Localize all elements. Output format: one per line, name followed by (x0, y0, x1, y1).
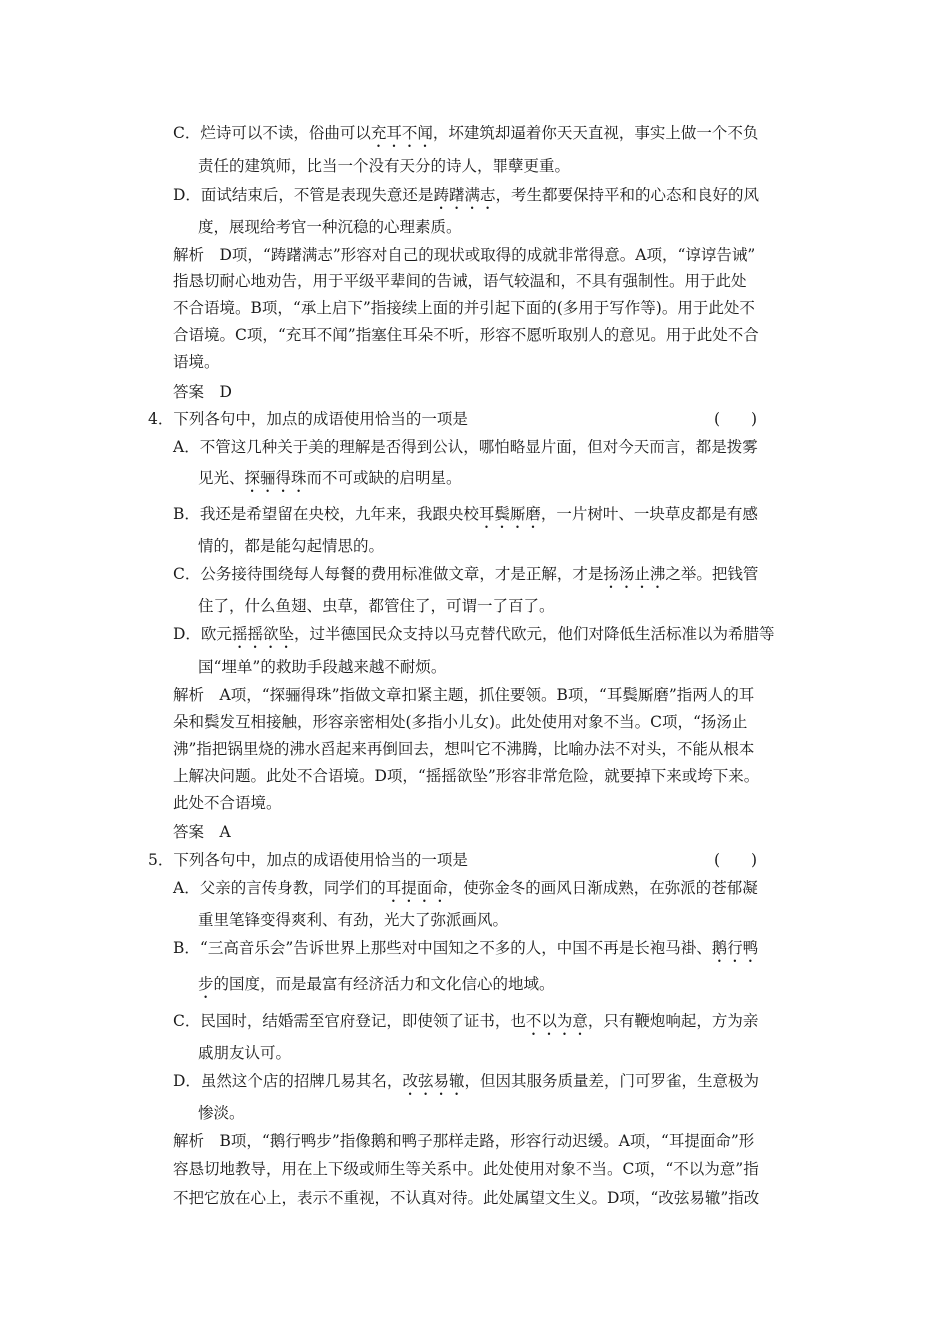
q5-option-d-line2: 惨淡。 (198, 1104, 245, 1122)
q3-option-d-line1: D．面试结束后，不管是表现失意还是踌躇满志，考生都要保持平和的心态和良好的风 (173, 186, 759, 204)
q4-option-b-line1: B．我还是希望留在央校，九年来，我跟央校耳鬓厮磨，一片树叶、一块草皮都是有感 (173, 505, 758, 523)
q4-analysis-line: 此处不合语境。 (173, 794, 282, 812)
emphasized-idiom: 不以为意 (525, 1012, 588, 1030)
q3-option-c-line2: 责任的建筑师，比当一个没有天分的诗人，罪孽更重。 (198, 157, 571, 175)
emphasized-idiom: 扬汤止沸 (603, 565, 666, 583)
q5-analysis-line: 不把它放在心上，表示不重视，不认真对待。此处属望文生义。D项，“改弦易辙”指改 (173, 1189, 760, 1207)
emphasized-idiom: 改弦易辙 (402, 1072, 465, 1090)
q3-option-c-line1: C．烂诗可以不读，俗曲可以充耳不闻，坏建筑却逼着你天天直视，事实上做一个不负 (173, 124, 759, 142)
q4-option-c-line1: C．公务接待围绕每人每餐的费用标准做文章，才是正解，才是扬汤止沸之举。把钱管 (173, 565, 759, 583)
q3-analysis-line: 指恳切耐心地劝告，用于平级平辈间的告诫，语气较温和，不具有强制性。用于此处 (173, 272, 747, 290)
q5-answer-blank: ( ) (714, 851, 758, 869)
q4-analysis-line: 上解决问题。此处不合语境。D项，“摇摇欲坠”形容非常危险，就要掉下来或垮下来。 (173, 767, 760, 785)
emphasized-idiom: 充耳不闻 (370, 124, 433, 142)
q4-option-d-line1: D．欧元摇摇欲坠，过半德国民众支持以马克替代欧元，他们对降低生活标准以为希腊等 (173, 625, 775, 643)
q4-analysis-line: 朵和鬓发互相接触，形容亲密相处(多指小儿女)。此处使用对象不当。C项，“扬汤止 (173, 713, 748, 731)
emphasized-idiom: 鹅行鸭 (711, 939, 759, 957)
emphasized-idiom: 探骊得珠 (244, 469, 307, 487)
q5-option-d-line1: D．虽然这个店的招牌几易其名，改弦易辙，但因其服务质量差，门可罗雀，生意极为 (173, 1072, 759, 1090)
q5-analysis-line: 容恳切地教导，用在上下级或师生等关系中。此处使用对象不当。C项，“不以为意”指 (173, 1160, 759, 1178)
q3-analysis-line: 合语境。C项，“充耳不闻”指塞住耳朵不听，形容不愿听取别人的意见。用于此处不合 (173, 326, 759, 344)
emphasized-idiom: 踌躇满志 (433, 186, 496, 204)
q3-analysis-line: 不合语境。B项，“承上启下”指接续上面的并引起下面的(多用于写作等)。用于此处不 (173, 299, 755, 317)
q4-answer-blank: ( ) (714, 410, 758, 428)
q5-option-c-line1: C．民国时，结婚需至官府登记，即使领了证书，也不以为意，只有鞭炮响起，方为亲 (173, 1012, 759, 1030)
emphasized-idiom: 耳提面命 (385, 879, 448, 897)
q5-option-c-line2: 戚朋友认可。 (198, 1044, 292, 1062)
q4-answer: 答案 A (173, 823, 231, 841)
q4-option-b-line2: 情的，都是能勾起情思的。 (198, 537, 385, 555)
emphasized-idiom: 摇摇欲坠 (231, 625, 294, 643)
q3-analysis-line: 语境。 (173, 353, 220, 371)
emphasized-idiom: 耳鬓厮磨 (478, 505, 541, 523)
q3-analysis-line: 解析 D项，“踌躇满志”形容对自己的现状或取得的成就非常得意。A项，“谆谆告诫” (173, 246, 756, 264)
q5-option-a-line2: 重里笔锋变得爽利、有劲，光大了弥派画风。 (198, 911, 509, 929)
q5-option-b-line1: B．“三高音乐会”告诉世界上那些对中国知之不多的人，中国不再是长袍马褂、鹅行鸭 (173, 939, 759, 957)
q4-option-a-line2: 见光、探骊得珠而不可或缺的启明星。 (198, 469, 462, 487)
q4-option-c-line2: 住了，什么鱼翅、虫草，都管住了，可谓一了百了。 (198, 597, 555, 615)
q5-stem: 5．下列各句中，加点的成语使用恰当的一项是 (148, 851, 468, 869)
emphasized-idiom: 步 (198, 975, 214, 993)
q4-stem: 4．下列各句中，加点的成语使用恰当的一项是 (148, 410, 468, 428)
q5-option-b-line2: 步的国度，而是最富有经济活力和文化信心的地域。 (198, 975, 555, 993)
q3-option-d-line2: 度，展现给考官一种沉稳的心理素质。 (198, 218, 462, 236)
q5-analysis-line: 解析 B项，“鹅行鸭步”指像鹅和鸭子那样走路，形容行动迟缓。A项，“耳提面命”形 (173, 1132, 755, 1150)
q4-option-a-line1: A．不管这几种关于美的理解是否得到公认，哪怕略显片面，但对今天而言，都是拨雾 (173, 438, 758, 456)
q4-option-d-line2: 国“埋单”的救助手段越来越不耐烦。 (198, 658, 447, 676)
q5-option-a-line1: A．父亲的言传身教，同学们的耳提面命，使弥金冬的画风日渐成熟，在弥派的苍郁凝 (173, 879, 758, 897)
q4-analysis-line: 解析 A项，“探骊得珠”指做文章扣紧主题，抓住要领。B项，“耳鬓厮磨”指两人的耳 (173, 686, 755, 704)
q4-analysis-line: 沸”指把锅里烧的沸水舀起来再倒回去，想叫它不沸腾，比喻办法不对头，不能从根本 (173, 740, 755, 758)
q3-answer: 答案 D (173, 383, 232, 401)
